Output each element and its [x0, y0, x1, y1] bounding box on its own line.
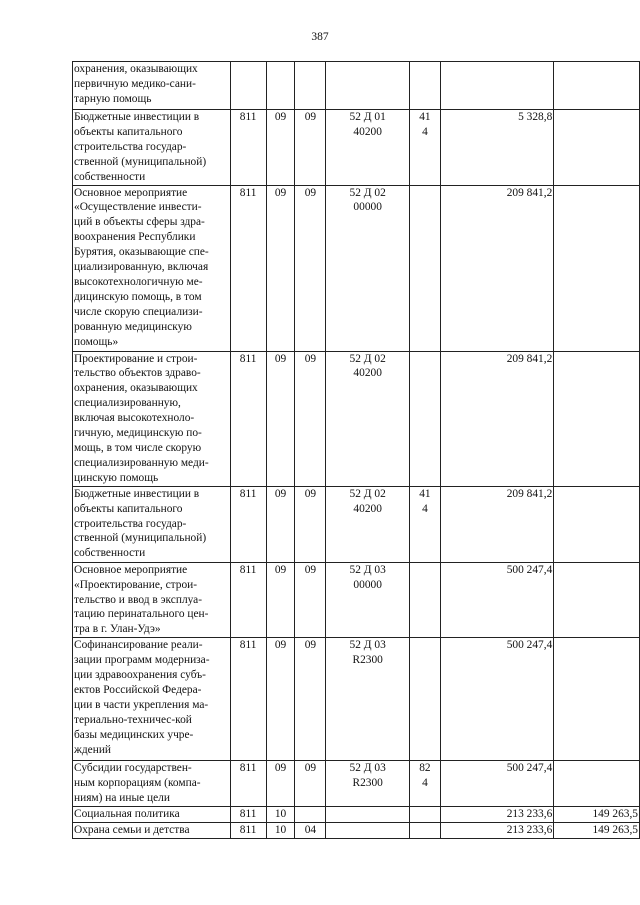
row-section: 09: [266, 486, 295, 562]
row-name: Проектирование и строи- тельство объектов здраво- охранения, оказывающих специализированную, включая высокотехноло- гичную, медицинскую по- мощь, в том числе скорую специализированную меди- цинскую помощь: [73, 351, 231, 486]
row-sum-2: [554, 185, 640, 351]
table-row: [73, 807, 640, 823]
row-sum-1: 500 247,4: [440, 562, 553, 638]
row-section: 09: [266, 638, 295, 761]
row-subsection: 09: [295, 638, 326, 761]
row-section: 09: [266, 761, 295, 807]
table-row: [73, 486, 640, 562]
table-row: [73, 62, 640, 110]
row-code: 811: [230, 351, 266, 486]
row-section: 09: [266, 562, 295, 638]
row-subsection: [295, 62, 326, 110]
row-subsection: 09: [295, 486, 326, 562]
row-subsection: 09: [295, 110, 326, 186]
row-sum-2: [554, 110, 640, 186]
row-section: 09: [266, 110, 295, 186]
row-subsection: 09: [295, 761, 326, 807]
row-sum-1: 5 328,8: [440, 110, 553, 186]
row-sum-1: 213 233,6: [440, 807, 553, 823]
table-row: [73, 351, 640, 486]
row-name: Социальная политика: [73, 807, 231, 823]
row-sum-2: 149 263,5: [554, 823, 640, 839]
row-sum-1: 213 233,6: [440, 823, 553, 839]
row-expense-type: [410, 185, 441, 351]
row-expense-type: [410, 351, 441, 486]
row-name: охранения, оказывающих первичную медико-сани- тарную помощь: [73, 62, 231, 110]
row-expense-type: 82 4: [410, 761, 441, 807]
table-row: [73, 761, 640, 807]
row-expense-type: [410, 807, 441, 823]
row-sum-1: 209 841,2: [440, 185, 553, 351]
row-name: Основное мероприятие «Осуществление инвести- ций в объекты сферы здра- воохранения Республики Бурятия, оказывающие спе- циализированную, включая высокотехнологичную ме- дицинскую помощь, в том числе скорую специализи- рованную медицинскую помощь»: [73, 185, 231, 351]
row-expense-type: [410, 823, 441, 839]
row-name: Бюджетные инвестиции в объекты капитального строительства государ- ственной (муниципальной) собственности: [73, 486, 231, 562]
row-article: 52 Д 02 40200: [326, 486, 410, 562]
row-code: 811: [230, 807, 266, 823]
row-section: [266, 62, 295, 110]
row-code: 811: [230, 638, 266, 761]
row-article: [326, 823, 410, 839]
page-number: 387: [311, 31, 329, 43]
table-row: [73, 638, 640, 761]
row-section: 09: [266, 351, 295, 486]
table-row: [73, 185, 640, 351]
row-code: 811: [230, 562, 266, 638]
row-sum-1: 209 841,2: [440, 351, 553, 486]
row-sum-2: [554, 562, 640, 638]
row-section: 10: [266, 807, 295, 823]
row-sum-1: 500 247,4: [440, 638, 553, 761]
row-article: 52 Д 03 00000: [326, 562, 410, 638]
row-sum-2: [554, 486, 640, 562]
table-row: [73, 823, 640, 839]
row-subsection: [295, 807, 326, 823]
row-subsection: 04: [295, 823, 326, 839]
row-article: 52 Д 03 R2300: [326, 638, 410, 761]
row-sum-1: 209 841,2: [440, 486, 553, 562]
row-expense-type: [410, 562, 441, 638]
row-article: 52 Д 02 40200: [326, 351, 410, 486]
row-sum-2: [554, 351, 640, 486]
row-code: 811: [230, 110, 266, 186]
row-name: Субсидии государствен- ным корпорациям (компа- ниям) на иные цели: [73, 761, 231, 807]
row-subsection: 09: [295, 351, 326, 486]
row-article: 52 Д 01 40200: [326, 110, 410, 186]
row-code: 811: [230, 486, 266, 562]
row-sum-2: [554, 761, 640, 807]
row-article: [326, 807, 410, 823]
row-code: 811: [230, 761, 266, 807]
row-expense-type: 41 4: [410, 486, 441, 562]
row-expense-type: [410, 638, 441, 761]
row-name: Софинансирование реали- зации программ модерниза- ции здравоохранения субъ- ектов Российской Федера- ции в части укрепления ма- териально-техничес-кой базы медицинских учре- ждений: [73, 638, 231, 761]
row-code: [230, 62, 266, 110]
row-name: Основное мероприятие «Проектирование, строи- тельство и ввод в эксплуа- тацию перинатального цен- тра в г. Улан-Удэ»: [73, 562, 231, 638]
row-subsection: 09: [295, 562, 326, 638]
row-expense-type: 41 4: [410, 110, 441, 186]
row-section: 09: [266, 185, 295, 351]
budget-table: [72, 61, 640, 839]
row-subsection: 09: [295, 185, 326, 351]
row-article: [326, 62, 410, 110]
table-row: [73, 110, 640, 186]
row-section: 10: [266, 823, 295, 839]
row-code: 811: [230, 185, 266, 351]
row-article: 52 Д 03 R2300: [326, 761, 410, 807]
row-code: 811: [230, 823, 266, 839]
row-sum-2: [554, 62, 640, 110]
row-article: 52 Д 02 00000: [326, 185, 410, 351]
row-expense-type: [410, 62, 441, 110]
row-sum-1: 500 247,4: [440, 761, 553, 807]
row-name: Бюджетные инвестиции в объекты капитального строительства государ- ственной (муниципальной) собственности: [73, 110, 231, 186]
row-sum-2: 149 263,5: [554, 807, 640, 823]
row-sum-2: [554, 638, 640, 761]
row-sum-1: [440, 62, 553, 110]
table-row: [73, 562, 640, 638]
row-name: Охрана семьи и детства: [73, 823, 231, 839]
